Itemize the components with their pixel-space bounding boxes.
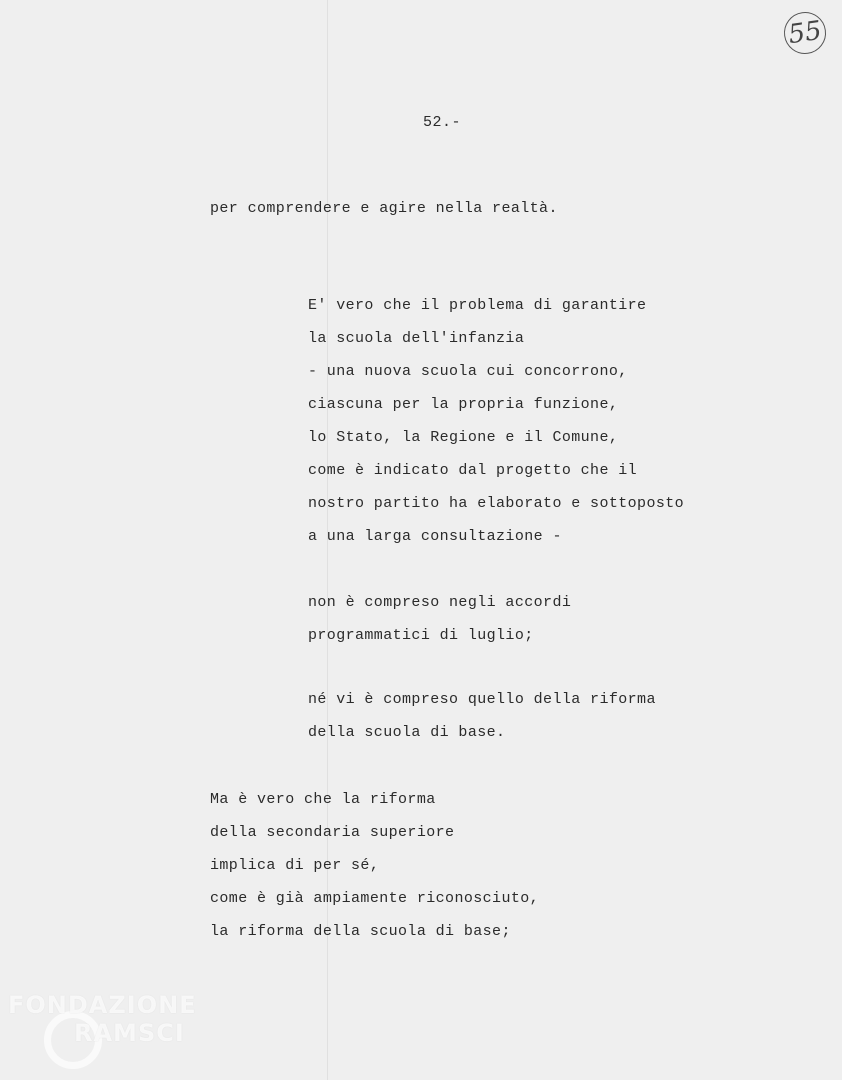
watermark-text-2: RAMSCI: [74, 1019, 185, 1047]
text-line-6: lo Stato, la Regione e il Comune,: [308, 429, 619, 446]
text-line-15: della secondaria superiore: [210, 824, 455, 841]
text-line-3: la scuola dell'infanzia: [308, 330, 525, 347]
watermark-ring: [44, 1011, 102, 1069]
page-number: 52.-: [423, 114, 462, 131]
text-line-2: E' vero che il problema di garantire: [308, 297, 647, 314]
text-line-7: come è indicato dal progetto che il: [308, 462, 638, 479]
fondazione-gramsci-watermark: [8, 985, 218, 1065]
text-line-13: della scuola di base.: [308, 724, 506, 741]
text-line-18: la riforma della scuola di base;: [210, 923, 511, 940]
text-line-1: per comprendere e agire nella realtà.: [210, 200, 558, 217]
page-stamp: 55: [781, 9, 828, 56]
text-line-4: - una nuova scuola cui concorrono,: [308, 363, 628, 380]
text-line-14: Ma è vero che la riforma: [210, 791, 436, 808]
text-line-10: non è compreso negli accordi: [308, 594, 572, 611]
text-line-9: a una larga consultazione -: [308, 528, 562, 545]
watermark-text-1: FONDAZIONE: [8, 991, 197, 1019]
text-line-12: né vi è compreso quello della riforma: [308, 691, 656, 708]
text-line-5: ciascuna per la propria funzione,: [308, 396, 619, 413]
text-line-16: implica di per sé,: [210, 857, 380, 874]
text-line-8: nostro partito ha elaborato e sottoposto: [308, 495, 685, 512]
text-line-11: programmatici di luglio;: [308, 627, 534, 644]
text-line-17: come è già ampiamente riconosciuto,: [210, 890, 540, 907]
